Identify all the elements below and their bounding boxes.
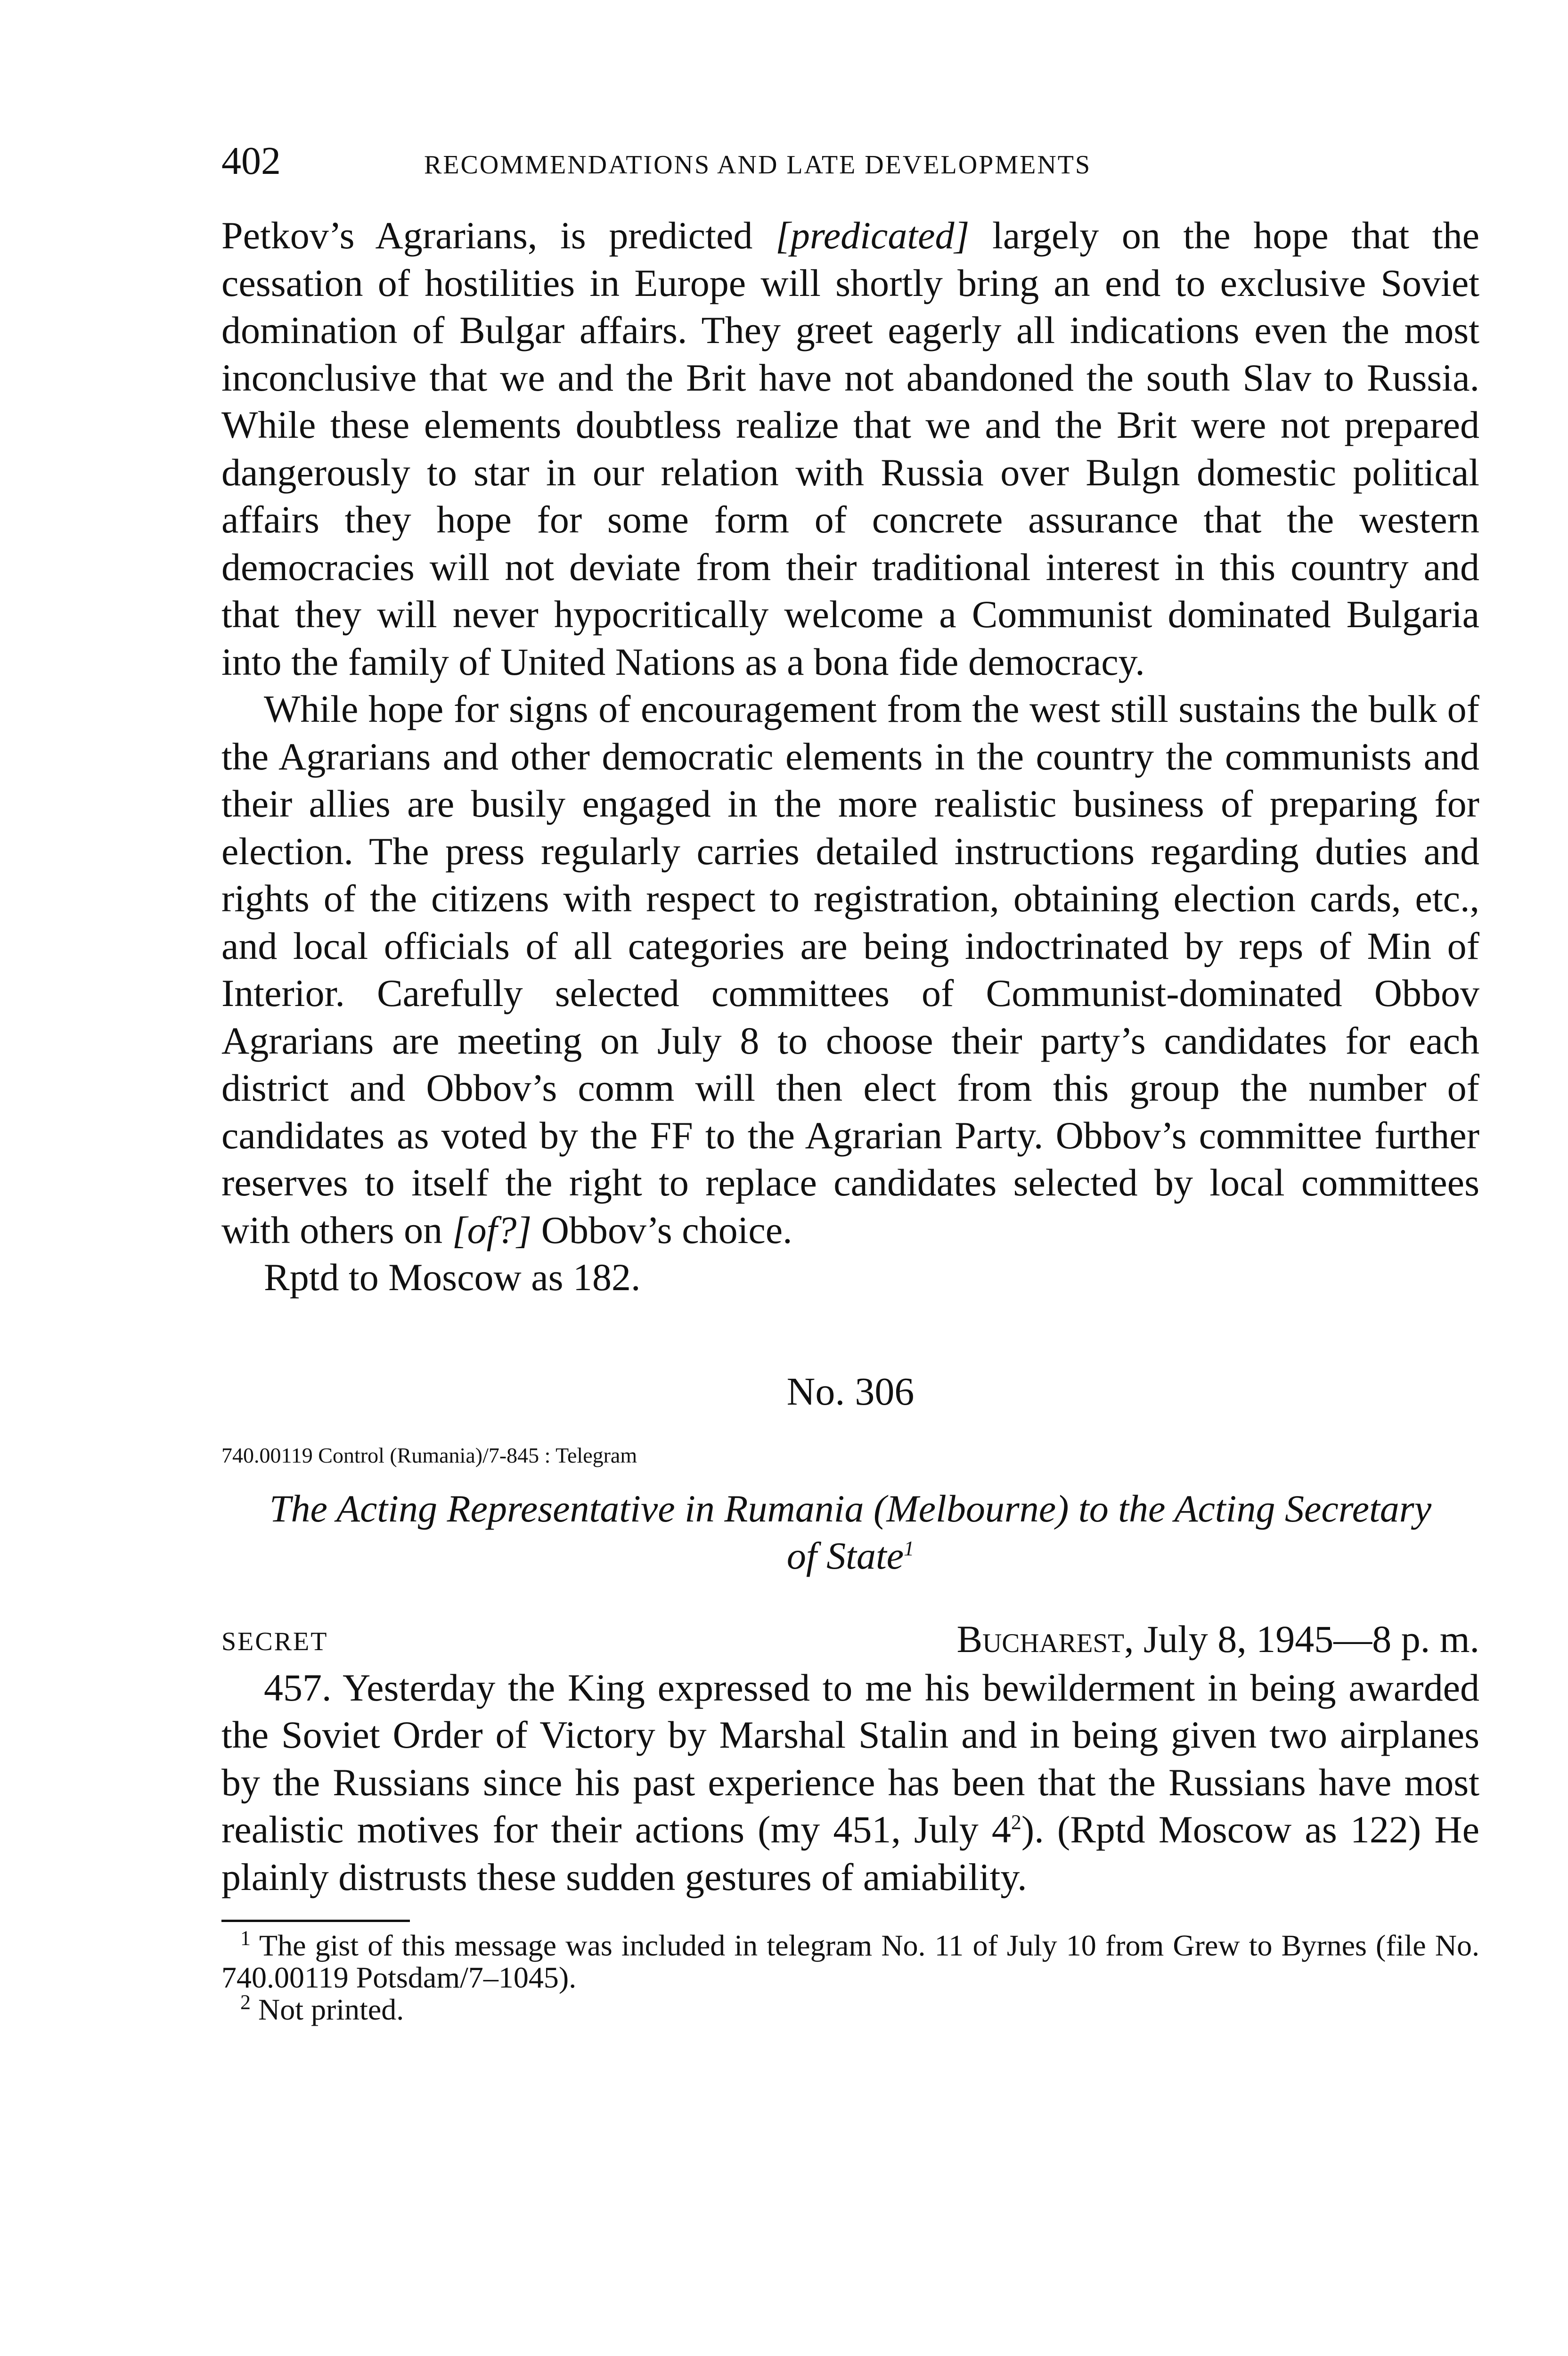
footnote-1 — [221, 1926, 1480, 1994]
footnote-reference: 2 — [1011, 1810, 1021, 1834]
footnote-mark: 1 — [240, 1926, 251, 1950]
document-number: No. 306 — [786, 1369, 915, 1414]
paragraph-text: 457. Yesterday the King expressed to me his bewilderment in being awarded the Soviet Order of Victory by Marshal Stalin and in being given two airplanes by the Russians since his past experience has been that the Russians have most realistic motives for their actions (my 451, July 4 — [221, 1666, 1479, 1851]
telegram-body — [221, 1664, 1479, 1901]
footnote-divider — [221, 1920, 410, 1922]
paragraph-text: largely on the hope that the cessation of hostilities in Europe will shortly bring an end to exclusive Soviet domination of Bulgar affairs. They greet eagerly all indications even the most inconclusive that we and the Brit have not abandoned the south Slav to Russia. While these elements doubtless realize that we and the Brit were not prepared dangerously to star in our relation with Russia over Bulgn domestic political affairs they hope for some form of concrete assurance that the western democracies will not deviate from their traditional interest in this country and that they will never hypocritically welcome a Communist dominated Bulgaria into the family of United Nations as a bona fide democracy. — [221, 214, 1479, 683]
document-title — [250, 1485, 1451, 1579]
footnote-2 — [221, 1990, 1479, 2026]
paragraph-text: Obbov’s choice. — [531, 1208, 792, 1252]
body-paragraph-1 — [221, 212, 1479, 686]
footnote-reference: 1 — [904, 1537, 915, 1560]
place-and-date — [956, 1617, 1479, 1661]
editorial-correction: [predicated] — [775, 214, 970, 257]
paragraph-text: Petkov’s Agrarians, is predicted — [221, 214, 776, 257]
date-text: July 8, 1945—8 p. m. — [1134, 1617, 1479, 1661]
footnote-text: The gist of this message was included in telegram No. 11 of July 10 from Grew to Byrnes (file No. 740.00119 Potsdam/7–1045). — [221, 1929, 1480, 1994]
file-reference: 740.00119 Control (Rumania)/7-845 : Telegram — [221, 1443, 637, 1467]
paragraph-text: ). (Rptd Moscow as 122) He plainly distrusts these sudden gestures of amiability. — [221, 1808, 1479, 1898]
footnote-mark: 2 — [240, 1990, 251, 2014]
classification-label: SECRET — [221, 1627, 328, 1656]
dateline — [221, 1617, 1479, 1664]
document-page — [221, 141, 1479, 2026]
page-number: 402 — [221, 139, 281, 183]
paragraph-text: While hope for signs of encouragement from the west still sustains the bulk of the Agrarians and other democratic elements in the country the communists and their allies are busily engaged in the more realistic business of preparing for election. The press regularly carries detailed instructions regarding duties and rights of the citizens with respect to registration, obtaining election cards, etc., and local officials of all categories are being indoctrinated by reps of Min of Interior. Carefully selected committees of Communist-dominated Obbov Agrarians are meeting on July 8 to choose their party’s candidates for each district and Obbov’s comm will then elect from this group the number of candidates as voted by the FF to the Agrarian Party. Obbov’s committee further reserves to itself the right to replace candidates selected by local committees with others on — [221, 687, 1479, 1252]
editorial-correction: [of?] — [452, 1208, 532, 1252]
running-header — [221, 141, 1479, 207]
running-title: RECOMMENDATIONS AND LATE DEVELOPMENTS — [424, 150, 1092, 180]
document-title-text: The Acting Representative in Rumania (Melbourne) to the Acting Secretary of State — [269, 1487, 1432, 1577]
footnote-text: Not printed. — [258, 1993, 404, 2026]
body-paragraph-3: Rptd to Moscow as 182. — [264, 1256, 641, 1299]
body-paragraph-2 — [221, 686, 1479, 1254]
place-name: Bucharest, — [956, 1617, 1134, 1661]
